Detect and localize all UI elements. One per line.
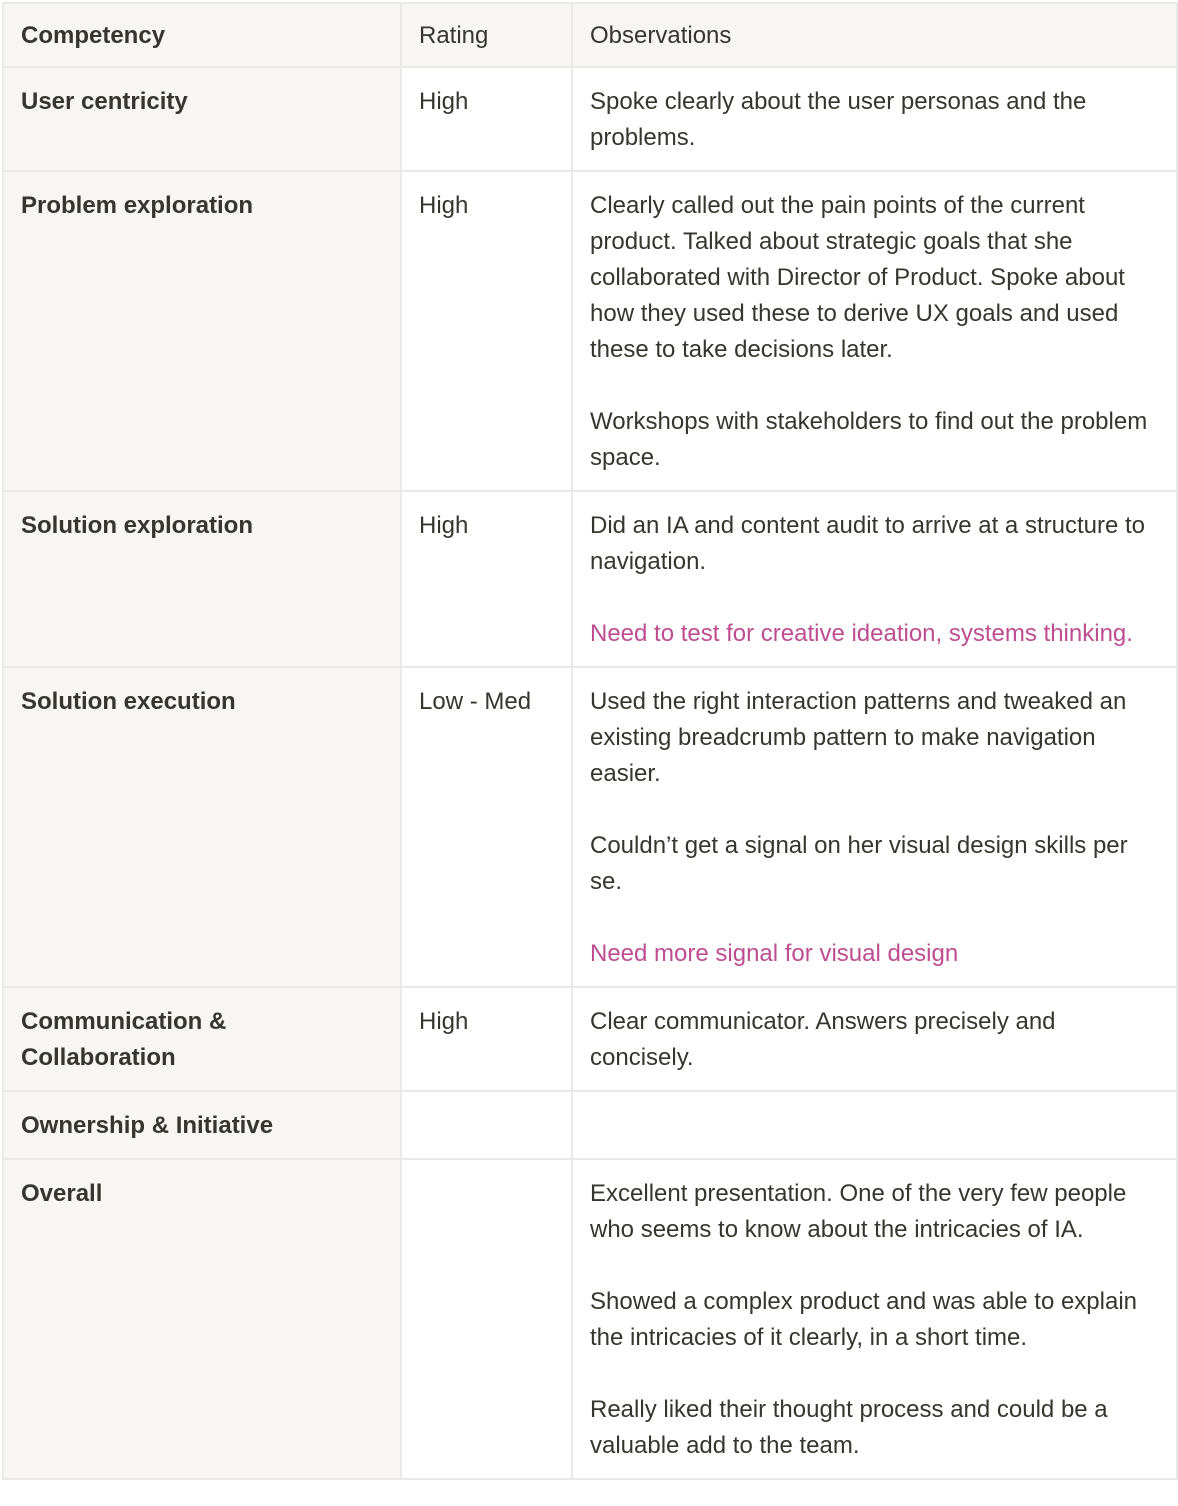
rating-cell: High bbox=[401, 171, 572, 491]
table-row bbox=[3, 67, 1177, 171]
highlighted-note: Need to test for creative ideation, systems thinking. bbox=[590, 620, 1133, 647]
observation-text: Clear communicator. Answers precisely and concisely. bbox=[590, 1008, 1056, 1071]
observation-text: Really liked their thought process and could be a valuable add to the team. bbox=[590, 1396, 1108, 1459]
observations-cell bbox=[572, 1091, 1177, 1159]
rating-cell: High bbox=[401, 987, 572, 1091]
header-competency: Competency bbox=[3, 3, 401, 67]
observations-cell bbox=[572, 1159, 1177, 1479]
table-row bbox=[3, 171, 1177, 491]
competency-table bbox=[2, 2, 1178, 1480]
competency-cell: Overall bbox=[3, 1159, 401, 1479]
observation-text: Workshops with stakeholders to find out the problem space. bbox=[590, 408, 1148, 471]
rating-cell: High bbox=[401, 67, 572, 171]
observations-cell bbox=[572, 987, 1177, 1091]
table-row bbox=[3, 667, 1177, 987]
observation-text: Spoke clearly about the user personas and the problems. bbox=[590, 88, 1087, 151]
observations-cell bbox=[572, 171, 1177, 491]
observation-text: Showed a complex product and was able to explain the intricacies of it clearly, in a short time. bbox=[590, 1288, 1138, 1351]
competency-cell: Solution execution bbox=[3, 667, 401, 987]
header-row bbox=[3, 3, 1177, 67]
observation-text: Couldn’t get a signal on her visual design skills per se. bbox=[590, 832, 1128, 895]
rating-cell: Low - Med bbox=[401, 667, 572, 987]
observations-cell bbox=[572, 491, 1177, 667]
observations-cell bbox=[572, 67, 1177, 171]
rating-cell bbox=[401, 1091, 572, 1159]
competency-cell: Communication & Collaboration bbox=[3, 987, 401, 1091]
table-row bbox=[3, 987, 1177, 1091]
competency-cell: User centricity bbox=[3, 67, 401, 171]
header-observations: Observations bbox=[572, 3, 1177, 67]
rating-cell: High bbox=[401, 491, 572, 667]
table-row bbox=[3, 1091, 1177, 1159]
competency-cell: Ownership & Initiative bbox=[3, 1091, 401, 1159]
header-rating: Rating bbox=[401, 3, 572, 67]
competency-cell: Solution exploration bbox=[3, 491, 401, 667]
observations-cell bbox=[572, 667, 1177, 987]
observation-text: Did an IA and content audit to arrive at a structure to navigation. bbox=[590, 512, 1145, 575]
rating-cell bbox=[401, 1159, 572, 1479]
competency-cell: Problem exploration bbox=[3, 171, 401, 491]
observation-text: Excellent presentation. One of the very few people who seems to know about the intricacies of IA. bbox=[590, 1180, 1127, 1243]
table-row bbox=[3, 491, 1177, 667]
observation-text: Used the right interaction patterns and tweaked an existing breadcrumb pattern to make navigation easier. bbox=[590, 688, 1127, 787]
table-row bbox=[3, 1159, 1177, 1479]
highlighted-note: Need more signal for visual design bbox=[590, 940, 959, 967]
observation-text: Clearly called out the pain points of the current product. Talked about strategic goals that she collaborated with Director of Product. Spoke about how they used these to derive UX goals and used these to take decisions later. bbox=[590, 192, 1125, 363]
